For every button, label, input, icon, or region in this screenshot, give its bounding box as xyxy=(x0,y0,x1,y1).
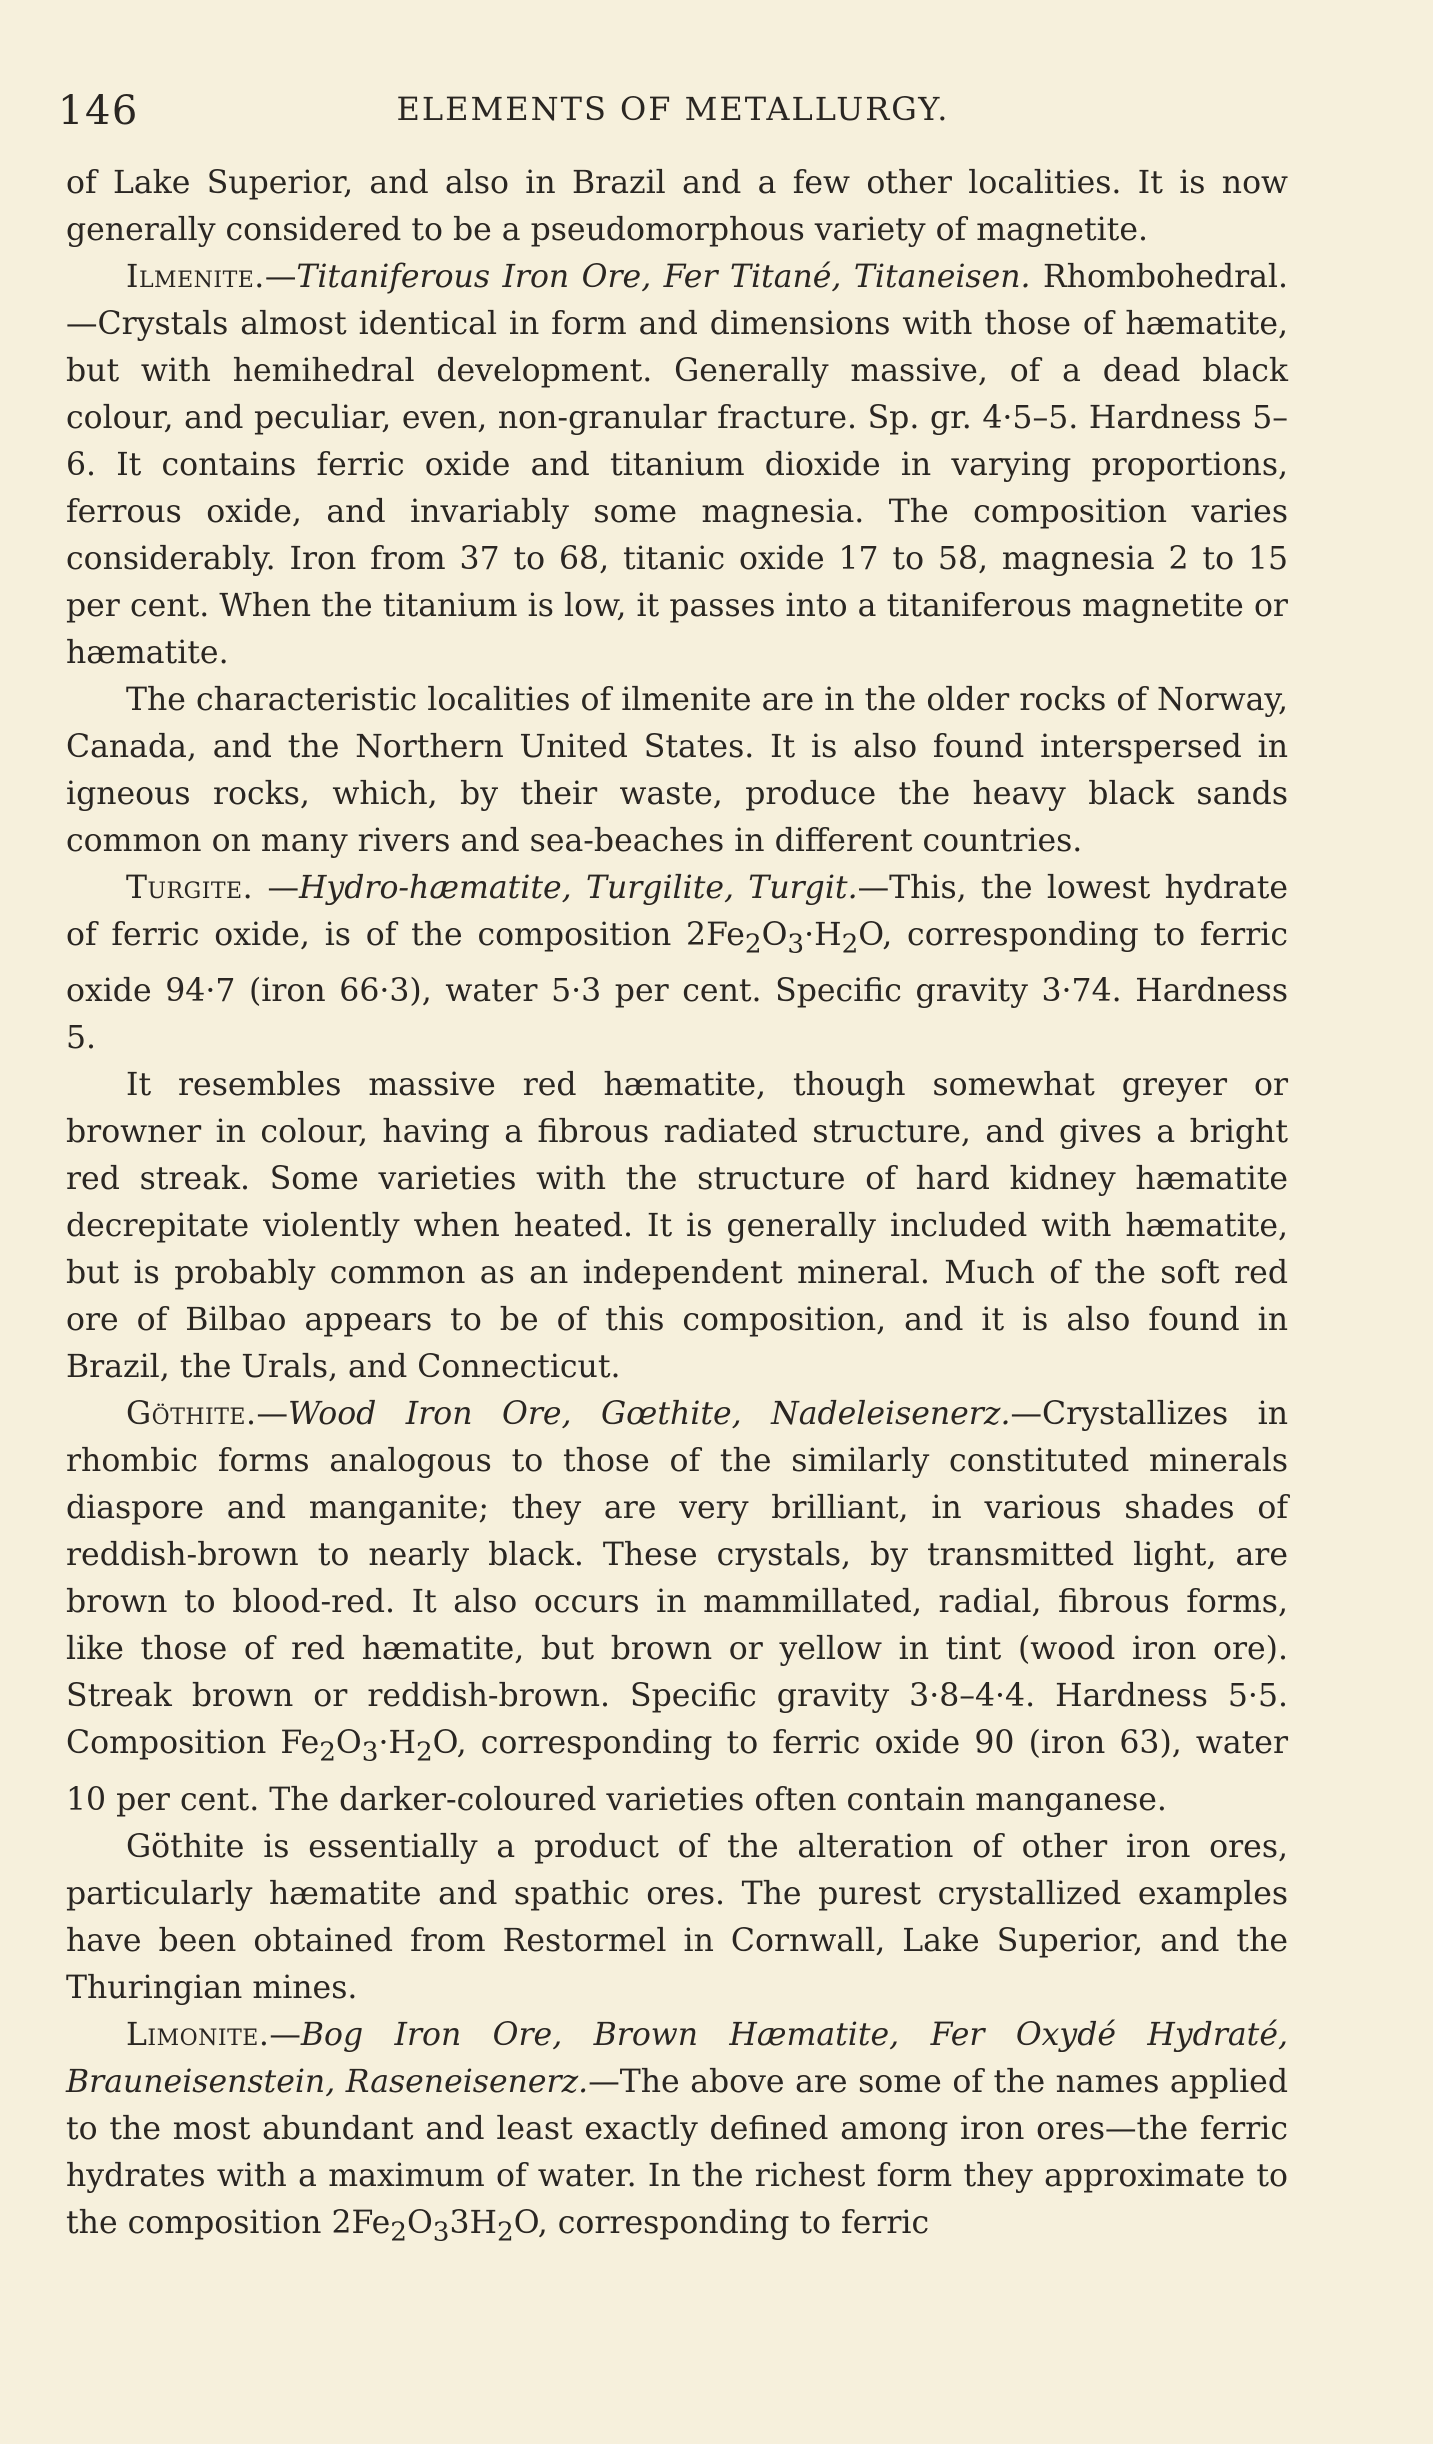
paragraph-gothite-origin xyxy=(66,1824,1288,2012)
page-number: 146 xyxy=(58,88,139,134)
subscript: 2 xyxy=(390,2216,407,2247)
paragraph-turgite xyxy=(66,865,1288,1062)
subscript: 2 xyxy=(841,929,859,960)
formula-text: 3H xyxy=(449,2204,498,2241)
paragraph-text: Rhombohedral.—Crystals almost identical in form and dimensions with those of hæmatite, but with hemihedral development. Generally massive, of a dead black colour, and peculiar, even, non-granular fracture. Sp. gr. 4·5–5. Hardness 5–6. It contains ferric oxide and titanium dioxide in varying proportions, ferrous oxide, and invariably some magnesia. The composition varies considerably. Iron from 37 to 68, titanic oxide 17 to 58, magnesia 2 to 15 per cent. When the titanium is low, it passes into a titaniferous magnetite or hæmatite. xyxy=(66,259,1288,671)
paragraph-text: —The above are some of the names applied to the most abundant and least exactly defined among iron ores—the ferric hydrates with a maximum of water. In the richest form they approximate to the composition 2Fe xyxy=(66,2063,1288,2241)
synonyms-turgite: Hydro-hæmatite, Turgilite, Turgit. xyxy=(298,870,858,906)
page-body xyxy=(66,160,1288,2256)
formula-text: ·H xyxy=(378,1725,416,1762)
mineral-name-turgite: Turgite. xyxy=(126,870,254,906)
subscript: 2 xyxy=(497,2216,514,2247)
subscript: 3 xyxy=(361,1737,379,1768)
paragraph-limonite xyxy=(66,2012,1288,2256)
formula-text: ·H xyxy=(804,917,842,953)
paragraph-text: It resembles massive red hæmatite, though somewhat greyer or browner in colour, having a fibrous radiated structure, and gives a bright red streak. Some varieties with the structure of hard kidney hæmatite decrepitate violently when heated. It is generally included with hæmatite, but is probably common as an independent mineral. Much of the soft red ore of Bilbao appears to be of this composition, and it is also found in Brazil, the Urals, and Connecticut. xyxy=(66,1067,1288,1386)
subscript: 3 xyxy=(432,2216,450,2247)
paragraph-text: Göthite is essentially a product of the alteration of other iron ores, particularly hæmatite and spathic ores. The purest crystallized examples have been obtained from Restormel in Cornwall, Lake Superior, and the Thuringian mines. xyxy=(66,1828,1288,2006)
paragraph-ilmenite xyxy=(66,254,1288,677)
dash: — xyxy=(253,870,299,906)
paragraph-text: O, corresponding to ferric oxide 90 (iron 63), water 10 per cent. The darker-coloured varieties often contain manganese. xyxy=(66,1725,1289,1818)
formula-text: O xyxy=(406,2204,433,2241)
synonyms-gothite: Wood Iron Ore, Gœthite, Nadeleisenerz. xyxy=(288,1396,1011,1433)
running-title: ELEMENTS OF METALLURGY. xyxy=(396,90,950,128)
paragraph-text: of Lake Superior, and also in Brazil and a few other localities. It is now generally considered to be a pseudomorphous variety of magnetite. xyxy=(66,165,1288,248)
page-header xyxy=(58,88,1288,138)
subscript: 2 xyxy=(744,929,762,960)
mineral-name-gothite: Göthite. xyxy=(126,1396,257,1433)
paragraph-ilmenite-localities xyxy=(66,677,1288,865)
paragraph-text: —This, the lowest hydrate of ferric oxide, is of the composition 2Fe xyxy=(66,870,1288,953)
paragraph-turgite-description xyxy=(66,1062,1288,1391)
dash: — xyxy=(269,2016,301,2053)
synonyms-ilmenite: Titaniferous Iron Ore, Fer Titané, Titaneisen. xyxy=(296,259,1031,295)
paragraph-text: O, corresponding to ferric xyxy=(513,2204,930,2241)
dash: — xyxy=(256,1396,288,1433)
paragraph-text: The characteristic localities of ilmenite are in the older rocks of Norway, Canada, and the Northern United States. It is also found interspersed in igneous rocks, which, by their waste, produce the heavy black sands common on many rivers and sea-beaches in different countries. xyxy=(66,682,1288,859)
paragraph-gothite xyxy=(66,1391,1288,1823)
formula-text: O xyxy=(761,917,788,953)
subscript: 3 xyxy=(787,929,805,960)
paragraph-text: —Crystallizes in rhombic forms analogous to those of the similarly constituted minerals diaspore and manganite; they are very brilliant, in various shades of reddish-brown to nearly black. These crystals, by transmitted light, are brown to blood-red. It also occurs in mammillated, radial, fibrous forms, like those of red hæmatite, but brown or yellow in tint (wood iron ore). Streak brown or reddish-brown. Specific gravity 3·8–4·4. Hardness 5·5. Composition Fe xyxy=(66,1396,1288,1762)
mineral-name-limonite: Limonite. xyxy=(126,2016,270,2053)
subscript: 2 xyxy=(319,1737,336,1768)
mineral-name-ilmenite: Ilmenite. xyxy=(126,259,265,295)
dash: — xyxy=(264,259,297,295)
synonyms-limonite: Bog Iron Ore, Brown Hæmatite, Fer Oxydé Hydraté, Brauneisenstein, Raseneisenerz. xyxy=(66,2016,1288,2100)
paragraph-magnetite-continued xyxy=(66,160,1288,254)
formula-text: O xyxy=(335,1725,362,1762)
subscript: 2 xyxy=(415,1737,433,1768)
paragraph-text: O, corresponding to ferric oxide 94·7 (iron 66·3), water 5·3 per cent. Specific gravity 3·74. Hardness 5. xyxy=(66,917,1288,1057)
